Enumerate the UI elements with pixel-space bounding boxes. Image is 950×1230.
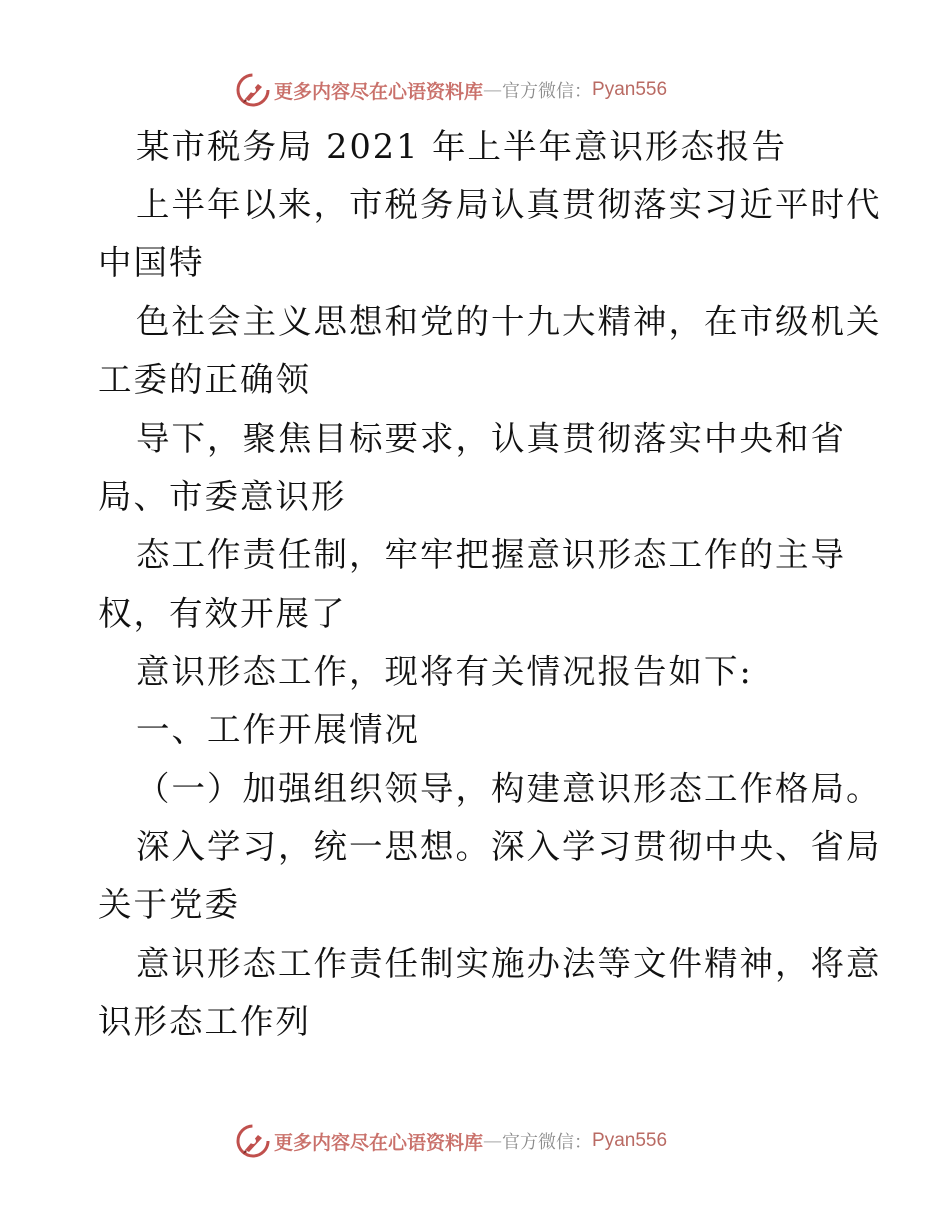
paragraph-line: 态工作责任制，牢牢把握意识形态工作的主导 bbox=[136, 535, 846, 574]
paragraph-line: 上半年以来，市税务局认真贯彻落实习近平时代 bbox=[136, 185, 882, 224]
paragraph-line: 导下，聚焦目标要求，认真贯彻落实中央和省 bbox=[136, 419, 846, 458]
pen-logo-icon bbox=[236, 1124, 270, 1158]
paragraph-line: 深入学习，统一思想。深入学习贯彻中央、省局 bbox=[136, 827, 882, 866]
section-heading: 一、工作开展情况 bbox=[136, 710, 420, 749]
watermark-title: 更多内容尽在心语资料库 bbox=[274, 80, 484, 103]
footer-watermark bbox=[236, 1123, 667, 1159]
watermark-wechat-label: 官方微信： bbox=[502, 81, 593, 102]
paragraph-line: 权，有效开展了 bbox=[98, 594, 347, 633]
watermark-wechat-label: 官方微信： bbox=[502, 1132, 593, 1153]
paragraph-line: 工委的正确领 bbox=[98, 360, 311, 399]
paragraph-line: 关于党委 bbox=[98, 885, 240, 924]
pen-logo-icon bbox=[236, 73, 270, 107]
watermark-dash: — bbox=[483, 79, 503, 101]
watermark-wechat-id: Pyan556 bbox=[592, 1130, 668, 1151]
paragraph-line: 识形态工作列 bbox=[98, 1002, 311, 1041]
subsection-heading: （一）加强组织领导，构建意识形态工作格局。 bbox=[136, 769, 882, 808]
document-title: 某市税务局 2021 年上半年意识形态报告 bbox=[136, 127, 788, 166]
watermark-dash: — bbox=[483, 1130, 503, 1152]
paragraph-line: 意识形态工作，现将有关情况报告如下: bbox=[136, 652, 753, 691]
paragraph-line: 中国特 bbox=[98, 243, 205, 282]
watermark-title: 更多内容尽在心语资料库 bbox=[274, 1131, 484, 1154]
header-watermark bbox=[236, 72, 667, 108]
paragraph-line: 意识形态工作责任制实施办法等文件精神，将意 bbox=[136, 944, 882, 983]
paragraph-line: 局、市委意识形 bbox=[98, 477, 347, 516]
watermark-wechat-id: Pyan556 bbox=[592, 79, 668, 100]
paragraph-line: 色社会主义思想和党的十九大精神，在市级机关 bbox=[136, 302, 882, 341]
